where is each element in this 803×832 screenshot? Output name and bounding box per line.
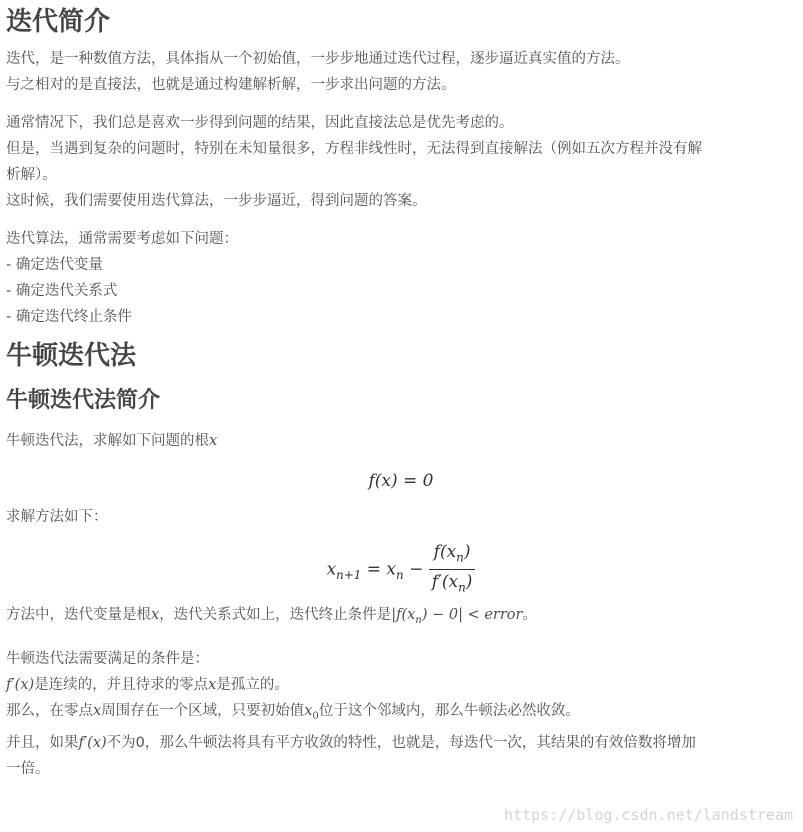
section-title-iteration: 迭代简介	[6, 7, 111, 37]
math-var: x	[209, 433, 218, 449]
list-item: - 确定迭代终止条件	[6, 309, 132, 325]
conditions-paragraph: 牛顿迭代法需要满足的条件是： f′(x)是连续的，并且待求的零点x是孤立的。 那么，在零点x周围存在一个区域，只要初始值$x_0$位于这个邻域内，那么牛顿法必然收敛。 并且，如果f′(x)不为0，那么牛顿法将具有平方收敛的特性，也就是，每迭代一次，其结果的有效倍数将增加 一倍。	[6, 650, 696, 777]
intro-line: 牛顿迭代法，求解如下问题的根x	[6, 433, 218, 449]
text-line: 这时候，我们需要使用迭代算法，一步步逼近，得到问题的答案。	[6, 193, 427, 209]
watermark: https://blog.csdn.net/landstream	[504, 806, 793, 824]
section-title-newton: 牛顿迭代法	[6, 341, 137, 371]
article	[0, 2, 803, 782]
paragraph-3	[6, 226, 796, 330]
text-line: 通常情况下，我们总是喜欢一步得到问题的结果，因此直接法总是优先考虑的。	[6, 115, 514, 131]
text-line: 析解）。	[6, 167, 57, 183]
paragraph-1	[6, 46, 796, 98]
fraction: $\frac{f(x_n)}{f'(x_n)}$	[429, 540, 476, 600]
paragraph-2	[6, 110, 796, 214]
text-line: 迭代算法，通常需要考虑如下问题：	[6, 231, 238, 247]
text-line: 与之相对的是直接法，也就是通过构建解析解，一步求出问题的方法。	[6, 77, 456, 93]
method-line: 求解方法如下：	[6, 509, 108, 525]
list-item: - 确定迭代变量	[6, 257, 103, 273]
text-line: 迭代，是一种数值方法，具体指从一个初始值，一步步地通过迭代过程，逐步逼近真实值的方法。	[6, 51, 630, 67]
text-line: 但是，当遇到复杂的问题时，特别在未知量很多，方程非线性时，无法得到直接解法（例如五次方程并没有解	[6, 141, 702, 157]
equation-newton-iteration: $x_{n+1} = x_n$ − $\frac{f(x_n)}{f'(x_n)}$	[6, 540, 796, 596]
subsection-title-newton-intro: 牛顿迭代法简介	[6, 388, 161, 413]
iteration-explanation: 方法中，迭代变量是根x，迭代关系式如上，迭代终止条件是$|f(x_n) - 0|$ < error。	[6, 607, 537, 626]
equation-fx-zero: f(x) = 0	[368, 471, 434, 491]
list-item: - 确定迭代关系式	[6, 283, 118, 299]
